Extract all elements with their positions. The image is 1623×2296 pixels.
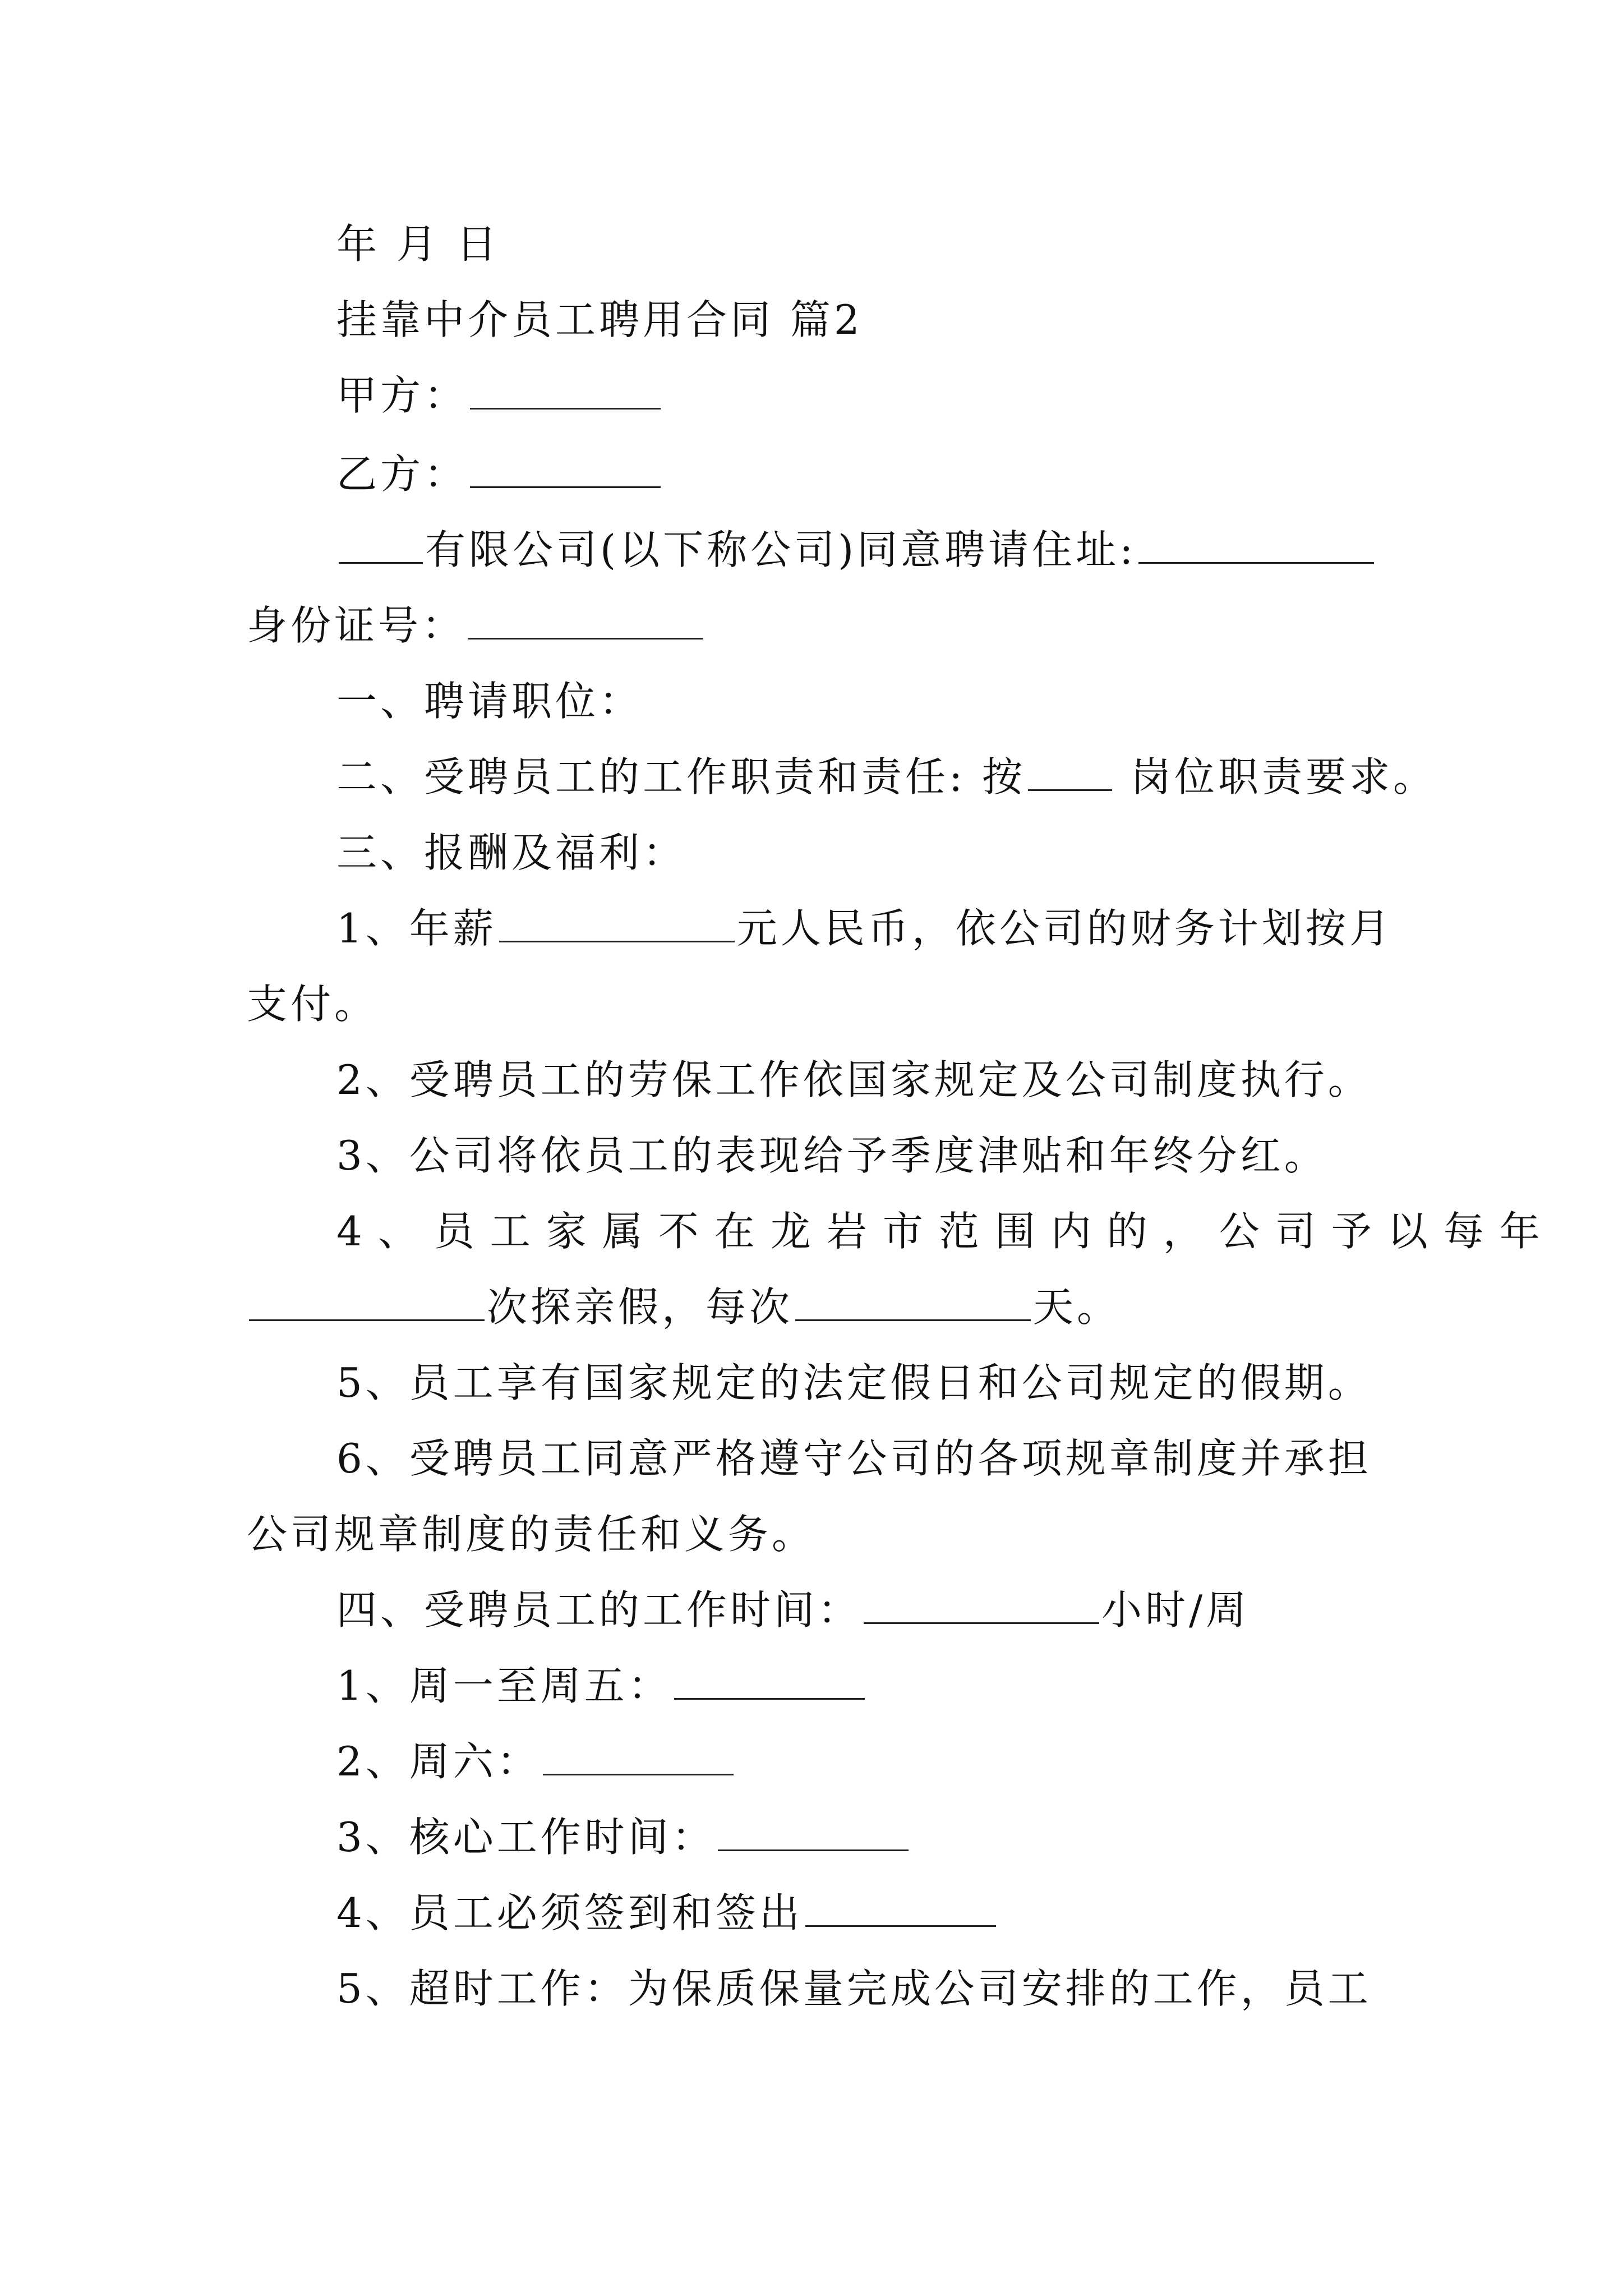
time3-line — [336, 1809, 1391, 1865]
pay4-line1: 4、员工家属不在龙岩市范围内的，公司予以每年 — [336, 1208, 1556, 1255]
pay5-line: 5、员工享有国家规定的法定假日和公司规定的假期。 — [336, 1359, 1372, 1406]
party-a-blank — [470, 367, 661, 409]
time2-line — [336, 1733, 1391, 1789]
pay1-prefix: 1、年薪 — [336, 905, 497, 952]
time2-label: 2、周六： — [336, 1738, 541, 1785]
item3-title: 三、报酬及福利： — [336, 829, 687, 876]
time3-blank — [718, 1809, 909, 1851]
pay1-suffix: 元人民币，依公司的财务计划按月 — [736, 905, 1393, 952]
company-name-blank — [339, 522, 423, 564]
pay2-line: 2、受聘员工的劳保工作依国家规定及公司制度执行。 — [336, 1056, 1372, 1103]
time1-blank — [674, 1658, 865, 1700]
salary-blank — [499, 900, 735, 942]
item4-prefix: 四、受聘员工的工作时间： — [336, 1586, 862, 1634]
pay1-cont: 支付。 — [247, 981, 379, 1028]
item4-suffix: 小时/周 — [1101, 1586, 1250, 1634]
time2-blank — [543, 1733, 734, 1775]
address-blank — [1138, 522, 1374, 564]
time4-blank — [805, 1885, 996, 1927]
pay6-line2: 公司规章制度的责任和义务。 — [247, 1511, 816, 1558]
pay4-end: 天。 — [1033, 1283, 1121, 1331]
item1-title: 一、聘请职位： — [336, 678, 643, 725]
time4-line — [336, 1885, 1391, 1941]
time3-label: 3、核心工作时间： — [336, 1814, 716, 1861]
id-line — [247, 597, 1391, 654]
visit-days-blank — [795, 1279, 1031, 1321]
date-line: 年 月 日 — [336, 220, 500, 268]
id-label: 身份证号： — [247, 602, 466, 649]
item2-blank — [1028, 749, 1112, 791]
company-intro-text: 有限公司(以下称公司)同意聘请住址: — [425, 526, 1137, 573]
party-b-line — [336, 446, 1391, 502]
party-a-line — [336, 367, 1391, 424]
company-intro-line — [336, 522, 1391, 578]
time4-label: 4、员工必须签到和签出 — [336, 1889, 803, 1936]
pay1-line — [336, 900, 1391, 956]
pay3-line: 3、公司将依员工的表现给予季度津贴和年终分红。 — [336, 1132, 1328, 1179]
pay6-line1: 6、受聘员工同意严格遵守公司的各项规章制度并承担 — [336, 1435, 1372, 1482]
hours-blank — [864, 1582, 1099, 1624]
pay4-mid: 次探亲假，每次 — [487, 1283, 794, 1331]
section-title: 挂靠中介员工聘用合同 篇2 — [336, 296, 863, 343]
party-a-label: 甲方： — [336, 372, 468, 419]
item4-line — [336, 1582, 1391, 1638]
visit-count-blank — [249, 1279, 485, 1321]
party-b-label: 乙方： — [336, 450, 468, 498]
party-b-blank — [470, 446, 661, 488]
item2-line — [336, 749, 1437, 805]
time5-line: 5、超时工作：为保质保量完成公司安排的工作，员工 — [336, 1965, 1372, 2012]
pay4-line2 — [247, 1279, 1391, 1335]
time1-line — [336, 1658, 1391, 1714]
item2-suffix: 岗位职责要求。 — [1114, 753, 1437, 800]
id-blank — [468, 597, 703, 639]
item2-prefix: 二、受聘员工的工作职责和责任: 按 — [336, 753, 1026, 800]
time1-label: 1、周一至周五： — [336, 1662, 672, 1709]
